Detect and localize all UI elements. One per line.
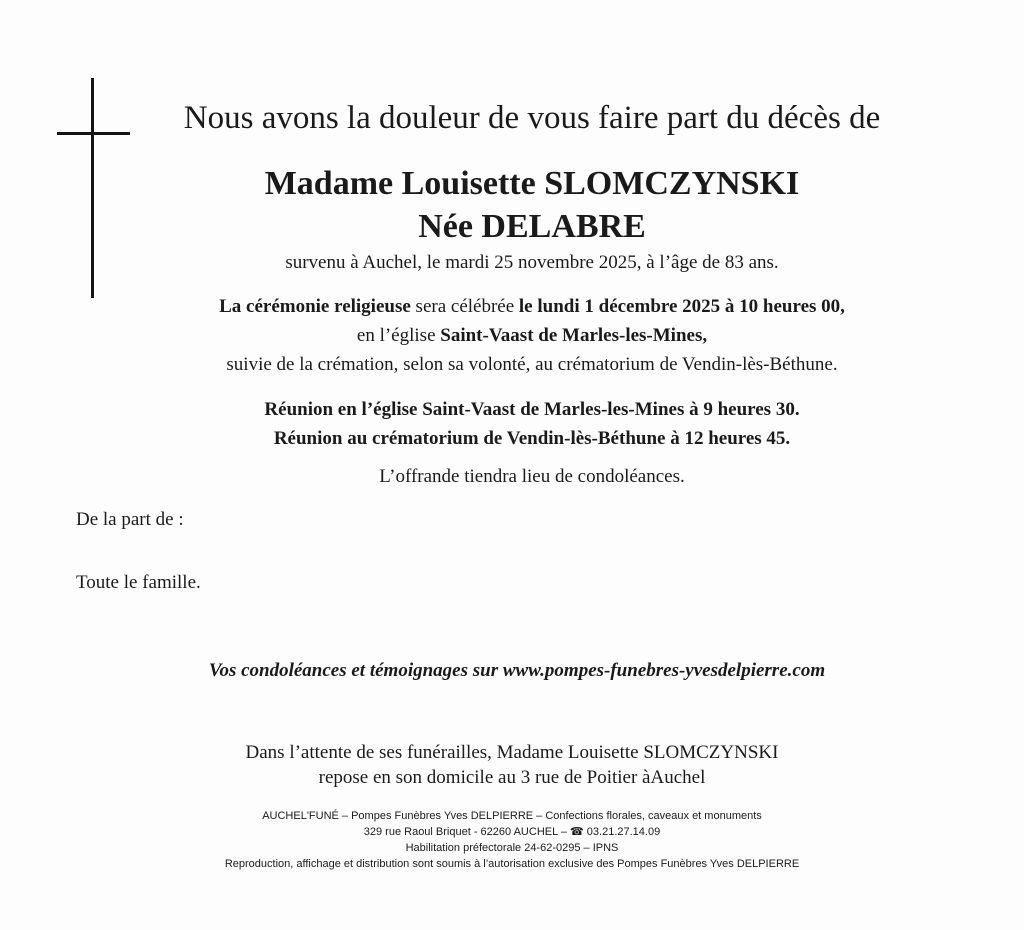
- ceremony-line-2: [20, 321, 1024, 350]
- rest-line-1: Dans l’attente de ses funérailles, Madame Louisette SLOMCZYNSKI: [245, 742, 779, 763]
- ceremony-line-1: [20, 292, 1024, 321]
- rest-info: [0, 740, 1024, 790]
- footer-line-3: Habilitation préfectorale 24-62-0295 – IPNS: [405, 842, 619, 854]
- family-signature: Toute le famille.: [76, 572, 201, 593]
- from-label: De la part de :: [76, 509, 184, 530]
- announcement-intro: Nous avons la douleur de vous faire part du décès de: [183, 100, 881, 136]
- meeting-church: Réunion en l’église Saint-Vaast de Marles-les-Mines à 9 heures 30.: [264, 399, 800, 420]
- ceremony-date: le lundi 1 décembre 2025 à 10 heures 00,: [518, 296, 845, 317]
- ceremony-label: La cérémonie religieuse: [219, 296, 411, 317]
- offering-note: L’offrande tiendra lieu de condoléances.: [379, 466, 685, 487]
- maiden-name: Née DELABRE: [418, 208, 646, 245]
- footer-line-4: Reproduction, affichage et distribution sont soumis à l’autorisation exclusive des Pompes Funèbres Yves DELPIERRE: [224, 858, 800, 870]
- meetings-block: [20, 395, 1024, 453]
- death-info: survenu à Auchel, le mardi 25 novembre 2025, à l’âge de 83 ans.: [285, 252, 779, 273]
- footer-line-1: AUCHEL'FUNÉ – Pompes Funèbres Yves DELPIERRE – Confections florales, caveaux et monuments: [262, 810, 762, 822]
- footer-line-2: [0, 824, 1024, 840]
- footer-phone: 03.21.27.14.09: [583, 826, 661, 838]
- footer: [0, 808, 1024, 872]
- ceremony-line-3: suivie de la crémation, selon sa volonté, au crématorium de Vendin-lès-Béthune.: [226, 354, 838, 375]
- phone-icon: ☎: [570, 826, 584, 838]
- ceremony-text: sera célébrée: [410, 296, 519, 317]
- website-line: Vos condoléances et témoignages sur www.pompes-funebres-yvesdelpierre.com: [208, 660, 826, 681]
- ceremony-block: [20, 292, 1024, 379]
- rest-line-2: repose en son domicile au 3 rue de Poitier àAuchel: [318, 767, 706, 788]
- ceremony-church: Saint-Vaast de Marles-les-Mines,: [440, 325, 708, 346]
- ceremony-church-prefix: en l’église: [356, 325, 441, 346]
- deceased-name: Madame Louisette SLOMCZYNSKI: [264, 165, 800, 202]
- footer-address: 329 rue Raoul Briquet - 62260 AUCHEL –: [363, 826, 571, 838]
- meeting-crematorium: Réunion au crématorium de Vendin-lès-Béthune à 12 heures 45.: [273, 428, 791, 449]
